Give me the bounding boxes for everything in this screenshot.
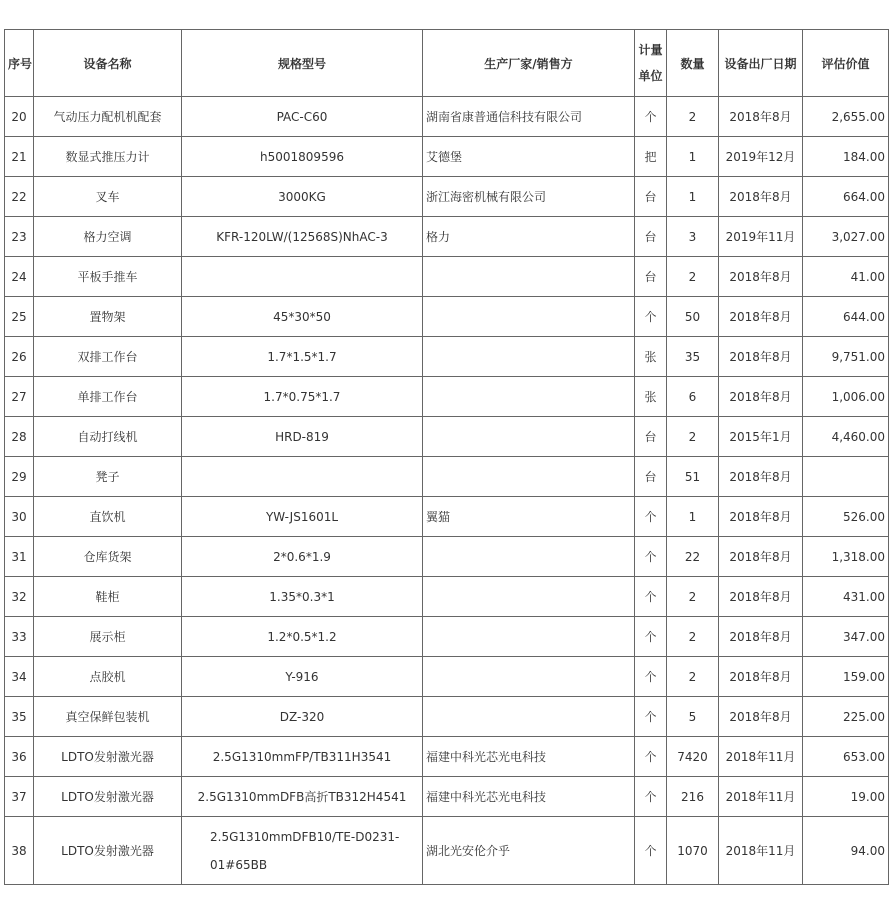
table-body bbox=[5, 97, 889, 885]
cell-qty: 2 bbox=[667, 97, 719, 137]
table-row bbox=[5, 297, 889, 337]
cell-maker bbox=[423, 537, 635, 577]
cell-value: 1,318.00 bbox=[803, 537, 889, 577]
cell-value: 431.00 bbox=[803, 577, 889, 617]
cell-name: 点胶机 bbox=[34, 657, 182, 697]
cell-qty: 51 bbox=[667, 457, 719, 497]
cell-maker bbox=[423, 577, 635, 617]
cell-no: 30 bbox=[5, 497, 34, 537]
cell-no: 35 bbox=[5, 697, 34, 737]
cell-maker bbox=[423, 457, 635, 497]
cell-no: 29 bbox=[5, 457, 34, 497]
cell-model: 2*0.6*1.9 bbox=[182, 537, 423, 577]
cell-model: h5001809596 bbox=[182, 137, 423, 177]
cell-model: 2.5G1310mmDFB10/TE-D0231-01#65BB bbox=[182, 817, 423, 885]
cell-date: 2018年8月 bbox=[719, 697, 803, 737]
cell-name: 置物架 bbox=[34, 297, 182, 337]
cell-maker: 湖北光安伦介乎 bbox=[423, 817, 635, 885]
cell-maker bbox=[423, 417, 635, 457]
cell-model: PAC-C60 bbox=[182, 97, 423, 137]
cell-value: 159.00 bbox=[803, 657, 889, 697]
cell-qty: 2 bbox=[667, 417, 719, 457]
cell-date: 2019年12月 bbox=[719, 137, 803, 177]
cell-qty: 2 bbox=[667, 657, 719, 697]
cell-qty: 216 bbox=[667, 777, 719, 817]
cell-unit: 把 bbox=[635, 137, 667, 177]
table-row bbox=[5, 377, 889, 417]
header-no: 序号 bbox=[5, 30, 34, 97]
cell-date: 2018年8月 bbox=[719, 657, 803, 697]
table-row bbox=[5, 817, 889, 885]
cell-no: 22 bbox=[5, 177, 34, 217]
cell-date: 2018年8月 bbox=[719, 457, 803, 497]
header-date: 设备出厂日期 bbox=[719, 30, 803, 97]
cell-unit: 个 bbox=[635, 737, 667, 777]
header-value: 评估价值 bbox=[803, 30, 889, 97]
header-name: 设备名称 bbox=[34, 30, 182, 97]
cell-model: KFR-120LW/(12568S)NhAC-3 bbox=[182, 217, 423, 257]
header-row bbox=[5, 30, 889, 97]
cell-maker bbox=[423, 337, 635, 377]
cell-no: 20 bbox=[5, 97, 34, 137]
cell-qty: 7420 bbox=[667, 737, 719, 777]
cell-date: 2018年8月 bbox=[719, 177, 803, 217]
cell-model: HRD-819 bbox=[182, 417, 423, 457]
cell-maker: 格力 bbox=[423, 217, 635, 257]
cell-date: 2018年11月 bbox=[719, 817, 803, 885]
cell-value: 9,751.00 bbox=[803, 337, 889, 377]
table-row bbox=[5, 777, 889, 817]
cell-name: 仓库货架 bbox=[34, 537, 182, 577]
cell-date: 2018年8月 bbox=[719, 617, 803, 657]
cell-date: 2018年8月 bbox=[719, 337, 803, 377]
cell-no: 26 bbox=[5, 337, 34, 377]
cell-no: 34 bbox=[5, 657, 34, 697]
header-unit-line1: 计量 bbox=[638, 43, 663, 57]
cell-model: 1.35*0.3*1 bbox=[182, 577, 423, 617]
cell-date: 2018年8月 bbox=[719, 257, 803, 297]
cell-date: 2018年11月 bbox=[719, 737, 803, 777]
header-qty: 数量 bbox=[667, 30, 719, 97]
cell-model: 2.5G1310mmFP/TB311H3541 bbox=[182, 737, 423, 777]
cell-name: 真空保鲜包装机 bbox=[34, 697, 182, 737]
cell-model: 45*30*50 bbox=[182, 297, 423, 337]
cell-unit: 张 bbox=[635, 377, 667, 417]
cell-unit: 个 bbox=[635, 777, 667, 817]
cell-model: 3000KG bbox=[182, 177, 423, 217]
cell-name: LDTO发射激光器 bbox=[34, 817, 182, 885]
cell-no: 23 bbox=[5, 217, 34, 257]
cell-name: LDTO发射激光器 bbox=[34, 737, 182, 777]
cell-unit: 台 bbox=[635, 417, 667, 457]
cell-value: 94.00 bbox=[803, 817, 889, 885]
cell-maker bbox=[423, 297, 635, 337]
cell-value: 225.00 bbox=[803, 697, 889, 737]
header-unit bbox=[635, 30, 667, 97]
cell-unit: 个 bbox=[635, 537, 667, 577]
table-row bbox=[5, 337, 889, 377]
table-row bbox=[5, 417, 889, 457]
table-row bbox=[5, 657, 889, 697]
cell-maker bbox=[423, 657, 635, 697]
cell-unit: 台 bbox=[635, 257, 667, 297]
cell-date: 2015年1月 bbox=[719, 417, 803, 457]
cell-value: 3,027.00 bbox=[803, 217, 889, 257]
cell-unit: 台 bbox=[635, 177, 667, 217]
cell-date: 2018年11月 bbox=[719, 777, 803, 817]
cell-no: 25 bbox=[5, 297, 34, 337]
cell-qty: 35 bbox=[667, 337, 719, 377]
cell-value: 526.00 bbox=[803, 497, 889, 537]
cell-qty: 2 bbox=[667, 257, 719, 297]
cell-qty: 1 bbox=[667, 137, 719, 177]
cell-name: 展示柜 bbox=[34, 617, 182, 657]
cell-name: 平板手推车 bbox=[34, 257, 182, 297]
header-model: 规格型号 bbox=[182, 30, 423, 97]
cell-maker bbox=[423, 697, 635, 737]
cell-model: Y-916 bbox=[182, 657, 423, 697]
cell-model: DZ-320 bbox=[182, 697, 423, 737]
cell-model: 1.2*0.5*1.2 bbox=[182, 617, 423, 657]
cell-maker: 湖南省康普通信科技有限公司 bbox=[423, 97, 635, 137]
cell-unit: 个 bbox=[635, 297, 667, 337]
table-row bbox=[5, 257, 889, 297]
cell-date: 2018年8月 bbox=[719, 577, 803, 617]
cell-unit: 个 bbox=[635, 617, 667, 657]
cell-no: 38 bbox=[5, 817, 34, 885]
cell-name: 自动打线机 bbox=[34, 417, 182, 457]
cell-date: 2018年8月 bbox=[719, 97, 803, 137]
cell-name: LDTO发射激光器 bbox=[34, 777, 182, 817]
cell-qty: 1 bbox=[667, 497, 719, 537]
cell-unit: 个 bbox=[635, 497, 667, 537]
cell-qty: 6 bbox=[667, 377, 719, 417]
cell-qty: 5 bbox=[667, 697, 719, 737]
cell-no: 27 bbox=[5, 377, 34, 417]
header-unit-line2: 单位 bbox=[638, 69, 663, 83]
cell-value bbox=[803, 457, 889, 497]
cell-model: 1.7*0.75*1.7 bbox=[182, 377, 423, 417]
equipment-table bbox=[4, 29, 889, 885]
cell-unit: 台 bbox=[635, 217, 667, 257]
cell-unit: 个 bbox=[635, 657, 667, 697]
cell-maker bbox=[423, 257, 635, 297]
cell-value: 41.00 bbox=[803, 257, 889, 297]
cell-value: 664.00 bbox=[803, 177, 889, 217]
cell-name: 数显式推压力计 bbox=[34, 137, 182, 177]
cell-model: 2.5G1310mmDFB高折TB312H4541 bbox=[182, 777, 423, 817]
table-row bbox=[5, 177, 889, 217]
cell-date: 2018年8月 bbox=[719, 497, 803, 537]
cell-no: 33 bbox=[5, 617, 34, 657]
table-row bbox=[5, 697, 889, 737]
cell-no: 21 bbox=[5, 137, 34, 177]
cell-name: 鞋柜 bbox=[34, 577, 182, 617]
cell-name: 气动压力配机机配套 bbox=[34, 97, 182, 137]
cell-maker: 福建中科光芯光电科技 bbox=[423, 737, 635, 777]
cell-name: 叉车 bbox=[34, 177, 182, 217]
cell-unit: 张 bbox=[635, 337, 667, 377]
cell-date: 2018年8月 bbox=[719, 537, 803, 577]
cell-date: 2018年8月 bbox=[719, 377, 803, 417]
table-row bbox=[5, 137, 889, 177]
cell-maker bbox=[423, 377, 635, 417]
cell-date: 2019年11月 bbox=[719, 217, 803, 257]
cell-qty: 22 bbox=[667, 537, 719, 577]
table-row bbox=[5, 457, 889, 497]
cell-qty: 2 bbox=[667, 617, 719, 657]
cell-value: 653.00 bbox=[803, 737, 889, 777]
cell-value: 184.00 bbox=[803, 137, 889, 177]
cell-qty: 2 bbox=[667, 577, 719, 617]
table-row bbox=[5, 97, 889, 137]
table-row bbox=[5, 737, 889, 777]
cell-name: 单排工作台 bbox=[34, 377, 182, 417]
cell-model bbox=[182, 457, 423, 497]
cell-name: 凳子 bbox=[34, 457, 182, 497]
cell-qty: 50 bbox=[667, 297, 719, 337]
table-row bbox=[5, 497, 889, 537]
cell-unit: 个 bbox=[635, 817, 667, 885]
cell-unit: 台 bbox=[635, 457, 667, 497]
cell-value: 644.00 bbox=[803, 297, 889, 337]
cell-maker: 翼猫 bbox=[423, 497, 635, 537]
cell-no: 24 bbox=[5, 257, 34, 297]
cell-qty: 1 bbox=[667, 177, 719, 217]
table-row bbox=[5, 537, 889, 577]
cell-unit: 个 bbox=[635, 577, 667, 617]
table-row bbox=[5, 577, 889, 617]
cell-value: 1,006.00 bbox=[803, 377, 889, 417]
table-row bbox=[5, 617, 889, 657]
cell-value: 19.00 bbox=[803, 777, 889, 817]
cell-qty: 1070 bbox=[667, 817, 719, 885]
header-maker: 生产厂家/销售方 bbox=[423, 30, 635, 97]
cell-value: 2,655.00 bbox=[803, 97, 889, 137]
cell-no: 36 bbox=[5, 737, 34, 777]
cell-qty: 3 bbox=[667, 217, 719, 257]
cell-model bbox=[182, 257, 423, 297]
cell-value: 4,460.00 bbox=[803, 417, 889, 457]
cell-maker bbox=[423, 617, 635, 657]
cell-unit: 个 bbox=[635, 97, 667, 137]
cell-model: 1.7*1.5*1.7 bbox=[182, 337, 423, 377]
cell-name: 直饮机 bbox=[34, 497, 182, 537]
cell-name: 双排工作台 bbox=[34, 337, 182, 377]
table-row bbox=[5, 217, 889, 257]
cell-name: 格力空调 bbox=[34, 217, 182, 257]
cell-maker: 艾德堡 bbox=[423, 137, 635, 177]
cell-value: 347.00 bbox=[803, 617, 889, 657]
cell-unit: 个 bbox=[635, 697, 667, 737]
cell-no: 32 bbox=[5, 577, 34, 617]
cell-no: 28 bbox=[5, 417, 34, 457]
cell-date: 2018年8月 bbox=[719, 297, 803, 337]
cell-maker: 福建中科光芯光电科技 bbox=[423, 777, 635, 817]
cell-model: YW-JS1601L bbox=[182, 497, 423, 537]
cell-no: 31 bbox=[5, 537, 34, 577]
cell-maker: 浙江海密机械有限公司 bbox=[423, 177, 635, 217]
cell-no: 37 bbox=[5, 777, 34, 817]
